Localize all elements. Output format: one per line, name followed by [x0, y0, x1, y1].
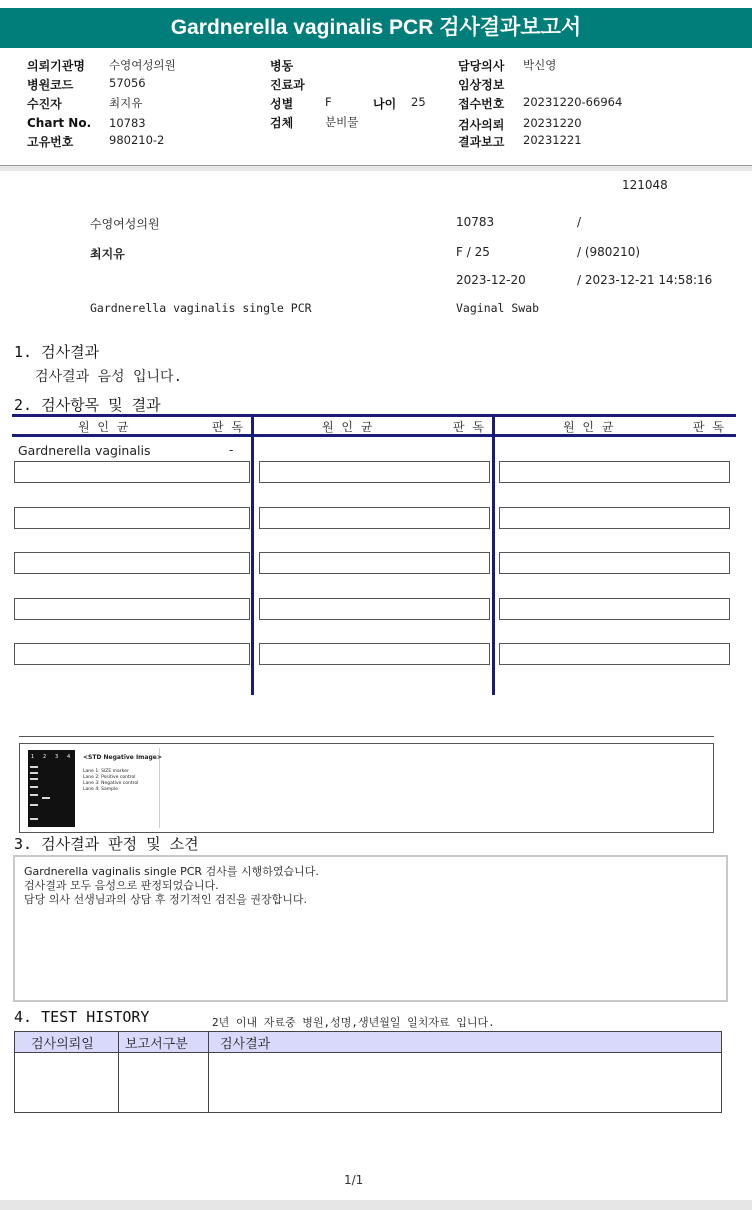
history-col-divider: [118, 1031, 119, 1113]
gel-band: [30, 804, 38, 806]
report-date-value: 20231221: [523, 133, 582, 147]
lane-number: 1: [31, 754, 35, 760]
summary-institution: 수영여성의원: [90, 217, 160, 231]
result-cell: [259, 598, 490, 620]
col-judgement-2: 판 독: [453, 420, 486, 434]
report-title: Gardnerella vaginalis PCR 검사결과보고서: [0, 8, 752, 48]
doctor-label: 담당의사: [458, 59, 505, 73]
image-top-rule: [19, 736, 714, 737]
lane-number: 4: [67, 754, 71, 760]
history-table-header: [14, 1031, 722, 1053]
result-cell: [259, 461, 490, 483]
opinion-line: 검사결과 모두 음성으로 판정되었습니다.: [24, 879, 219, 892]
summary-reported: / 2023-12-21 14:58:16: [577, 273, 713, 287]
summary-separator: /: [577, 215, 582, 229]
summary-received: 2023-12-20: [456, 273, 526, 287]
department-label: 진료과: [270, 78, 305, 92]
result-cell: [259, 552, 490, 574]
lane-number: 2: [43, 754, 47, 760]
gel-band: [30, 818, 38, 820]
col-judgement-1: 판 독: [212, 420, 245, 434]
table-col-divider-1: [251, 416, 254, 695]
page-number: 1/1: [344, 1173, 364, 1187]
patient-label: 수진자: [27, 97, 62, 111]
request-date-value: 20231220: [523, 116, 582, 130]
gel-image: [28, 750, 75, 827]
header-band: [0, 166, 752, 171]
result-cell: [499, 507, 730, 529]
section1-result-text: 검사결과 음성 입니다.: [35, 369, 183, 385]
table-top-rule: [12, 414, 736, 417]
section3-heading: 3. 검사결과 판정 및 소견: [14, 835, 199, 853]
gel-band: [30, 786, 38, 788]
footer-band: [0, 1200, 752, 1210]
report-code: 121048: [622, 178, 668, 192]
unique-no-value: 980210-2: [109, 133, 165, 147]
gel-title: <STD Negative Image>: [83, 754, 162, 761]
summary-chart-no: 10783: [456, 215, 495, 229]
hospital-code-label: 병원코드: [27, 78, 74, 92]
gel-band: [30, 766, 38, 768]
result-cell: [14, 552, 250, 574]
age-label: 나이: [373, 97, 397, 111]
summary-specimen: Vaginal Swab: [456, 301, 540, 315]
receipt-no-label: 접수번호: [458, 97, 505, 111]
section1-heading: 1. 검사결과: [14, 343, 100, 361]
summary-test-name: Gardnerella vaginalis single PCR: [90, 301, 312, 315]
summary-sex-age: F / 25: [456, 245, 490, 259]
ward-label: 병동: [270, 59, 294, 73]
col-pathogen-3: 원 인 균: [563, 420, 616, 434]
result-cell: [259, 507, 490, 529]
col-pathogen-1: 원 인 균: [78, 420, 131, 434]
result-cell: [259, 643, 490, 665]
gel-legend-item: Lane 4: Sample: [83, 787, 118, 792]
unique-no-label: 고유번호: [27, 135, 74, 149]
opinion-line: 담당 의사 선생님과의 상담 후 정기적인 검진을 권장합니다.: [24, 893, 307, 906]
gel-legend-item: Lane 1: SIZE marker: [83, 769, 129, 774]
gel-band: [30, 794, 38, 796]
sex-value: F: [325, 95, 332, 109]
col-pathogen-2: 원 인 균: [322, 420, 375, 434]
result-item-name: Gardnerella vaginalis: [18, 443, 151, 458]
gel-band: [30, 778, 38, 780]
result-cell: [499, 643, 730, 665]
history-col-report-type: 보고서구분: [125, 1037, 188, 1052]
history-note: 2년 이내 자료중 병원,성명,생년월일 일치자료 입니다.: [212, 1016, 495, 1029]
gel-band: [42, 797, 50, 799]
receipt-no-value: 20231220-66964: [523, 95, 623, 109]
institution-value: 수영여성의원: [109, 58, 176, 72]
clinical-info-label: 임상정보: [458, 78, 505, 92]
gel-band: [30, 772, 38, 774]
doctor-value: 박신영: [523, 58, 557, 72]
history-table-body: [14, 1052, 722, 1113]
section2-heading: 2. 검사항목 및 결과: [14, 396, 161, 414]
opinion-line: Gardnerella vaginalis single PCR 검사를 시행하였습니다.: [24, 865, 319, 878]
table-col-divider-2: [492, 416, 495, 695]
gel-legend-item: Lane 2: Positive control: [83, 775, 136, 780]
history-col-divider: [208, 1031, 209, 1113]
chart-no-label: Chart No.: [27, 116, 92, 130]
opinion-box: [13, 855, 728, 1002]
section4-heading: 4. TEST HISTORY: [14, 1008, 150, 1026]
result-cell: [499, 461, 730, 483]
report-date-label: 결과보고: [458, 135, 505, 149]
result-cell: [14, 598, 250, 620]
col-judgement-3: 판 독: [693, 420, 726, 434]
result-cell: [499, 552, 730, 574]
lane-number: 3: [55, 754, 59, 760]
gel-legend-item: Lane 3: Negative control: [83, 781, 139, 786]
patient-value: 최지유: [109, 96, 143, 110]
result-cell: [14, 461, 250, 483]
institution-row: [27, 57, 85, 74]
result-item-value: -: [229, 443, 234, 457]
sex-label: 성별: [270, 97, 294, 111]
specimen-value: 분비물: [325, 115, 359, 129]
history-col-result: 검사결과: [220, 1037, 271, 1052]
result-cell: [499, 598, 730, 620]
specimen-label: 검체: [270, 116, 294, 130]
request-date-label: 검사의뢰: [458, 118, 505, 132]
summary-patient: 최지유: [90, 247, 125, 261]
institution-label: 의뢰기관명: [27, 59, 85, 73]
result-cell: [14, 643, 250, 665]
chart-no-value: 10783: [109, 116, 146, 130]
history-col-request-date: 검사의뢰일: [31, 1037, 94, 1052]
summary-birth: / (980210): [577, 245, 641, 259]
result-cell: [14, 507, 250, 529]
age-value: 25: [411, 95, 426, 109]
hospital-code-value: 57056: [109, 76, 146, 90]
